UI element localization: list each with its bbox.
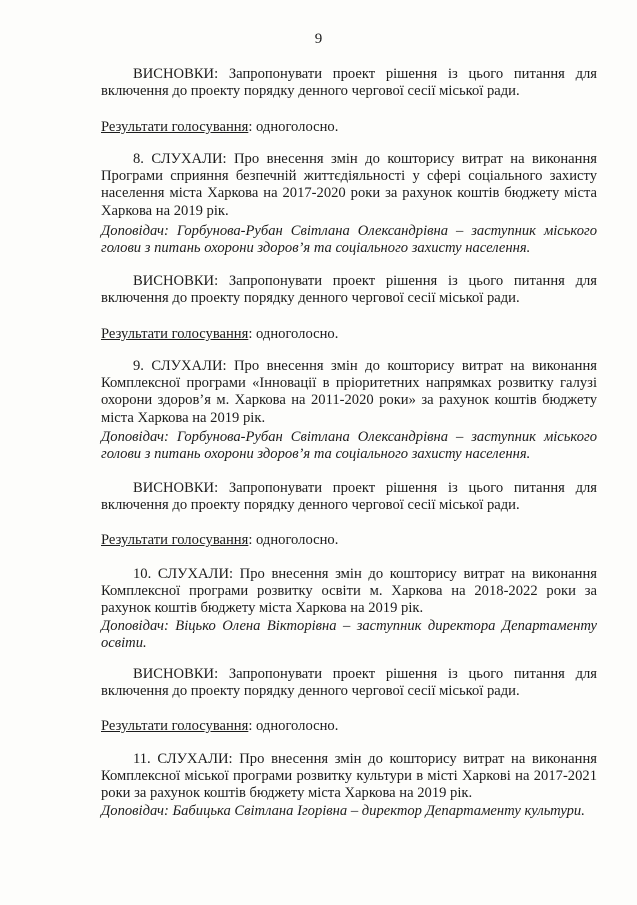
speaker-paragraph-11: Доповідач: Бабицька Світлана Ігорівна – директор Департаменту культури.	[101, 803, 585, 819]
conclusion-paragraph: ВИСНОВКИ: Запропонувати проект рішення із цього питання для включення до проекту порядку денного чергової сесії міської ради.	[101, 273, 597, 307]
vote-label: Результати голосування	[101, 718, 249, 734]
heard-paragraph-10: 10. СЛУХАЛИ: Про внесення змін до кошторису витрат на виконання Комплексної програми розвитку освіти м. Харкова на 2018-2022 роки за рахунок коштів бюджету міста Харкова на 2019 рік.	[101, 566, 597, 617]
vote-value: : одноголосно.	[248, 119, 339, 135]
heard-paragraph-11: 11. СЛУХАЛИ: Про внесення змін до кошторису витрат на виконання Комплексної міської програми розвитку культури в місті Харкові на 2017-2021 роки за рахунок коштів бюджету міста Харкова на 2019 рік.	[101, 751, 597, 802]
heard-paragraph-9: 9. СЛУХАЛИ: Про внесення змін до кошторису витрат на виконання Комплексної програми «Інновації в пріоритетних напрямках розвитку галузі охорони здоров’я м. Харкова на 2011-2020 роки» за рахунок коштів бюджету міста Харкова на 2019 рік.	[101, 358, 597, 426]
vote-result	[101, 532, 597, 549]
speaker-paragraph-10: Доповідач: Віцько Олена Вікторівна – заступник директора Департаменту освіти.	[101, 618, 597, 652]
vote-label: Результати голосування	[101, 532, 249, 548]
conclusion-paragraph: ВИСНОВКИ: Запропонувати проект рішення із цього питання для включення до проекту порядку денного чергової сесії міської ради.	[101, 66, 597, 100]
vote-result	[101, 119, 597, 136]
vote-result	[101, 718, 597, 735]
vote-result	[101, 326, 597, 343]
conclusion-paragraph: ВИСНОВКИ: Запропонувати проект рішення із цього питання для включення до проекту порядку денного чергової сесії міської ради.	[101, 480, 597, 514]
vote-label: Результати голосування	[101, 119, 249, 135]
speaker-paragraph-8: Доповідач: Горбунова-Рубан Світлана Олександрівна – заступник міського голови з питань охорони здоров’я та соціального захисту населення.	[101, 223, 597, 257]
vote-value: : одноголосно.	[248, 718, 339, 734]
conclusion-paragraph: ВИСНОВКИ: Запропонувати проект рішення із цього питання для включення до проекту порядку денного чергової сесії міської ради.	[101, 666, 597, 700]
speaker-paragraph-9: Доповідач: Горбунова-Рубан Світлана Олександрівна – заступник міського голови з питань охорони здоров’я та соціального захисту населення.	[101, 429, 597, 463]
page-number: 9	[314, 31, 323, 47]
heard-paragraph-8: 8. СЛУХАЛИ: Про внесення змін до кошторису витрат на виконання Програми сприяння безпечній життєдіяльності у сфері соціального захисту населення міста Харкова на 2017-2020 роки за рахунок коштів бюджету міста Харкова на 2019 рік.	[101, 151, 597, 219]
vote-value: : одноголосно.	[248, 326, 339, 342]
vote-label: Результати голосування	[101, 326, 249, 342]
vote-value: : одноголосно.	[248, 532, 339, 548]
